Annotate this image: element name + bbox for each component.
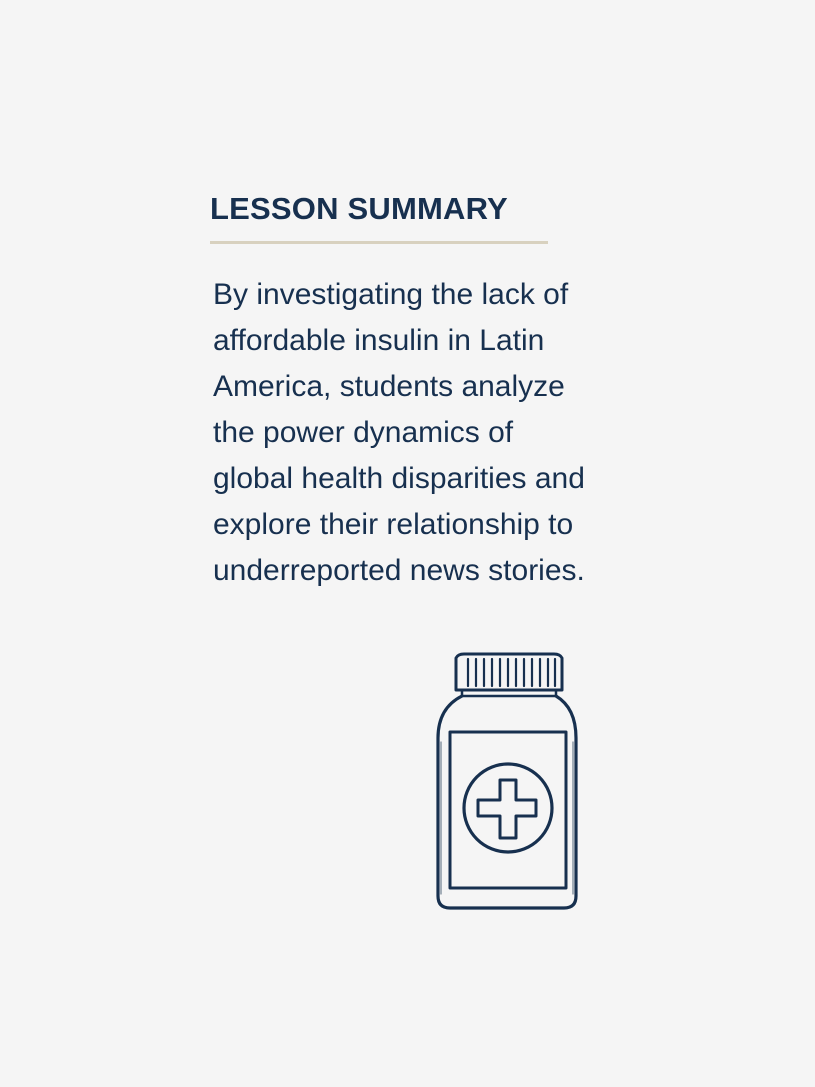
heading-divider [210,241,548,244]
lesson-summary-card [210,186,610,232]
medicine-bottle-icon [428,650,584,915]
lesson-summary-text: By investigating the lack of affordable insulin in Latin America, students analyze the power dynamics of global health disparities and explore their relationship to underreported news stories. [213,278,585,587]
lesson-summary-heading: LESSON SUMMARY [210,191,508,226]
